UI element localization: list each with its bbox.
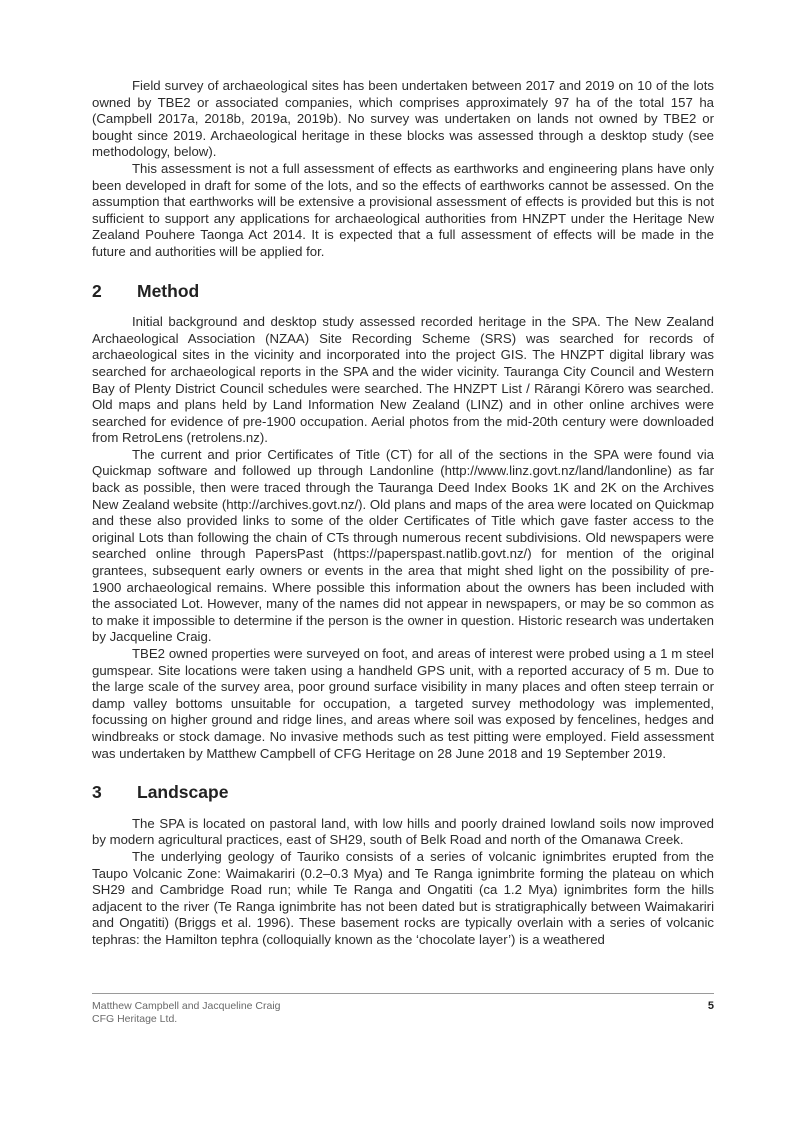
- section-number: 2: [92, 280, 102, 301]
- body-paragraph: The SPA is located on pastoral land, with low hills and poorly drained lowland soils now improved by modern agricultural practices, east of SH29, south of Belk Road and north of the Omanawa Creek.: [92, 815, 714, 848]
- section-number: 3: [92, 782, 102, 803]
- footer-authors: Matthew Campbell and Jacqueline Craig: [92, 1000, 281, 1012]
- landscape-section: [92, 816, 714, 949]
- section-title: Landscape: [137, 782, 229, 803]
- footer-organisation: CFG Heritage Ltd.: [92, 1013, 178, 1025]
- section-heading-landscape: [92, 784, 714, 801]
- page-footer: [92, 993, 714, 1026]
- body-paragraph: The underlying geology of Tauriko consists of a series of volcanic ignimbrites erupted from the Taupo Volcanic Zone: Waimakariri (0.2–0.3 Mya) and Te Ranga ignimbrite forming the plateau on which SH29 and Cambridge Road run; while Te Ranga and Ongatiti (ca 1.2 Mya) ignimbrites form the hills adjacent to the river (Te Ranga ignimbrite has not been dated but is stratigraphically between Waimakariri and Ongatiti) (Briggs et al. 1996). These basement rocks are typically overlain with a series of volcanic tephras: the Hamilton tephra (colloquially known as the ‘chocolate layer’) is a weathered: [92, 848, 714, 947]
- body-paragraph: TBE2 owned properties were surveyed on foot, and areas of interest were probed using a 1 m steel gumspear. Site locations were taken using a handheld GPS unit, with a reported accuracy of 5 m. Due to the large scale of the survey area, poor ground surface visibility in many places and often steep terrain or damp valley bottoms unsuitable for occupation, a targeted survey methodology was implemented, focussing on higher ground and ridge lines, and areas where soil was exposed by fencelines, hedges and windbreaks or stock damage. No invasive methods such as test pitting were employed. Field assessment was undertaken by Matthew Campbell of CFG Heritage on 28 June 2018 and 19 September 2019.: [92, 646, 714, 761]
- page-body: [92, 78, 714, 949]
- section-heading-method: [92, 280, 714, 301]
- intro-section: [92, 78, 714, 261]
- body-paragraph: This assessment is not a full assessment of effects as earthworks and engineering plans have only been developed in draft for some of the lots, and so the effects of earthworks cannot be assessed. On the assumption that earthworks will be extensive a provisional assessment of effects is provided but this is not sufficient to support any applications for archaeological authorities from HNZPT under the Heritage New Zealand Pouhere Taonga Act 2014. It is expected that a full assessment of effects will be made in the future and authorities will be applied for.: [92, 160, 714, 259]
- section-title: Method: [137, 280, 200, 301]
- body-paragraph: Field survey of archaeological sites has been undertaken between 2017 and 2019 on 10 of the lots owned by TBE2 or associated companies, which comprises approximately 97 ha of the total 157 ha (Campbell 2017a, 2018b, 2019a, 2019b). No survey was undertaken on lands not owned by TBE2 or bought since 2019. Archaeological heritage in these blocks was assessed through a desktop study (see methodology, below).: [92, 78, 714, 160]
- body-paragraph: The current and prior Certificates of Title (CT) for all of the sections in the SPA were found via Quickmap software and followed up through Landonline (http://www.linz.govt.nz/land/landonline) as far back as possible, then were traced through the Tauranga Deed Index Books 1K and 2K on the Archives New Zealand website (http://archives.govt.nz/). Old plans and maps of the area were located on Quickmap and these also provided links to some of the older Certificates of Title which gave faster access to the original Lots than following the chain of CTs through numerous recent subdivisions. Old newspapers were searched online through PapersPast (https://paperspast.natlib.govt.nz/) for mention of the original grantees, subsequent early owners or events in the area that might shed light on the possibility of pre-1900 archaeological remains. Where possible this information about the owners has been included with the associated Lot. However, many of the names did not appear in newspapers, or may be so common as to make it impossible to determine if the person is the owner in question. Historic research was undertaken by Jacqueline Craig.: [92, 446, 714, 645]
- body-paragraph: Initial background and desktop study assessed recorded heritage in the SPA. The New Zealand Archaeological Association (NZAA) Site Recording Scheme (SRS) was searched for records of archaeological sites in the vicinity and incorporated into the project GIS. The HNZPT digital library was searched for archaeological reports in the SPA and the wider vicinity. Tauranga City Council and Western Bay of Plenty District Council schedules were searched. The HNZPT List / Rārangi Kōrero was searched. Old maps and plans held by Land Information New Zealand (LINZ) and in other online archives were searched for evidence of pre-1900 occupation. Aerial photos from the mid-20th century were downloaded from RetroLens (retrolens.nz).: [92, 314, 714, 446]
- page-number: 5: [707, 1000, 714, 1012]
- method-section: [92, 314, 714, 762]
